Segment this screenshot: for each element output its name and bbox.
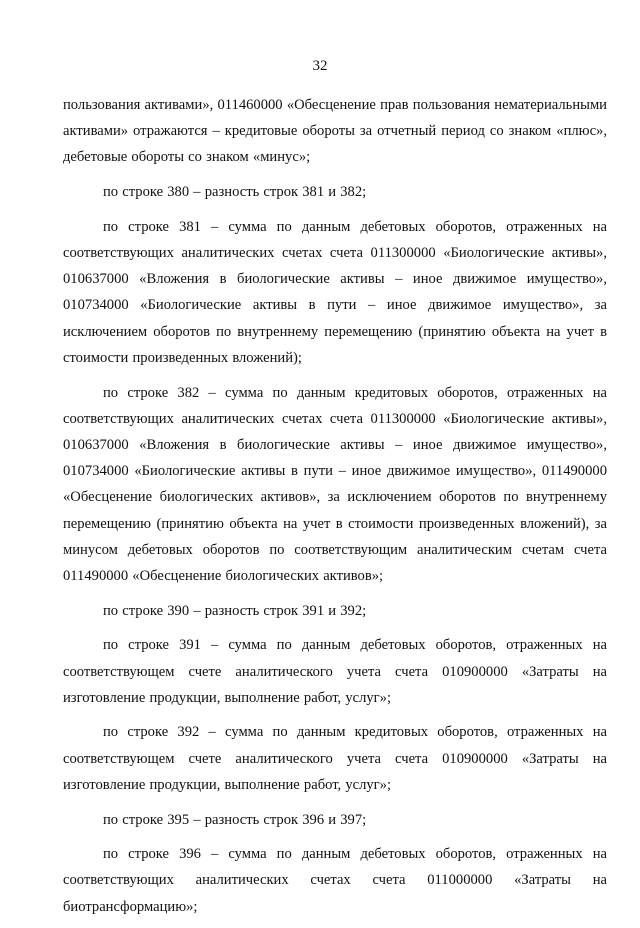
paragraph-line-392: по строке 392 – сумма по данным кредитовых оборотов, отраженных на соответствующем счете аналитического учета счета 010900000 «Затраты на изготовление продукции, выполнение работ, услуг»; <box>63 724 607 793</box>
paragraph-line-381: по строке 381 – сумма по данным дебетовых оборотов, отраженных на соответствующих аналитических счетах счета 011300000 «Биологические активы», 010637000 «Вложения в биологические активы – иное движимое имущество», 010734000 «Биологические активы в пути – иное движимое имущество», за исключением оборотов по внутреннему перемещению (принятию объекта на учет в стоимости произведенных вложений); <box>63 218 607 366</box>
page-number: 32 <box>312 58 328 74</box>
paragraph-line-396: по строке 396 – сумма по данным дебетовых оборотов, отраженных на соответствующих аналитических счетах счета 011000000 «Затраты на биотрансформацию»; <box>63 846 607 915</box>
paragraph-continuation: пользования активами», 011460000 «Обесценение прав пользования нематериальными активами» отражаются – кредитовые обороты за отчетный период со знаком «плюс», дебетовые обороты со знаком «минус»; <box>63 97 607 166</box>
paragraph-line-382: по строке 382 – сумма по данным кредитовых оборотов, отраженных на соответствующих аналитических счетах счета 011300000 «Биологические активы», 010637000 «Вложения в биологические активы – иное движимое имущество», 010734000 «Биологические активы в пути – иное движимое имущество», 011490000 «Обесценение биологических активов», за исключением оборотов по внутреннему перемещению (принятию объекта на учет в стоимости произведенных вложений), за минусом дебетовых оборотов по соответствующим аналитическим счетам счета 011490000 «Обесценение биологических активов»; <box>63 384 607 584</box>
document-body <box>63 92 607 928</box>
paragraph-line-380: по строке 380 – разность строк 381 и 382; <box>103 184 367 201</box>
paragraph-line-395: по строке 395 – разность строк 396 и 397; <box>103 811 367 828</box>
paragraph-line-390: по строке 390 – разность строк 391 и 392; <box>103 602 367 619</box>
paragraph-line-391: по строке 391 – сумма по данным дебетовых оборотов, отраженных на соответствующем счете аналитического учета счета 010900000 «Затраты на изготовление продукции, выполнение работ, услуг»; <box>63 637 607 706</box>
